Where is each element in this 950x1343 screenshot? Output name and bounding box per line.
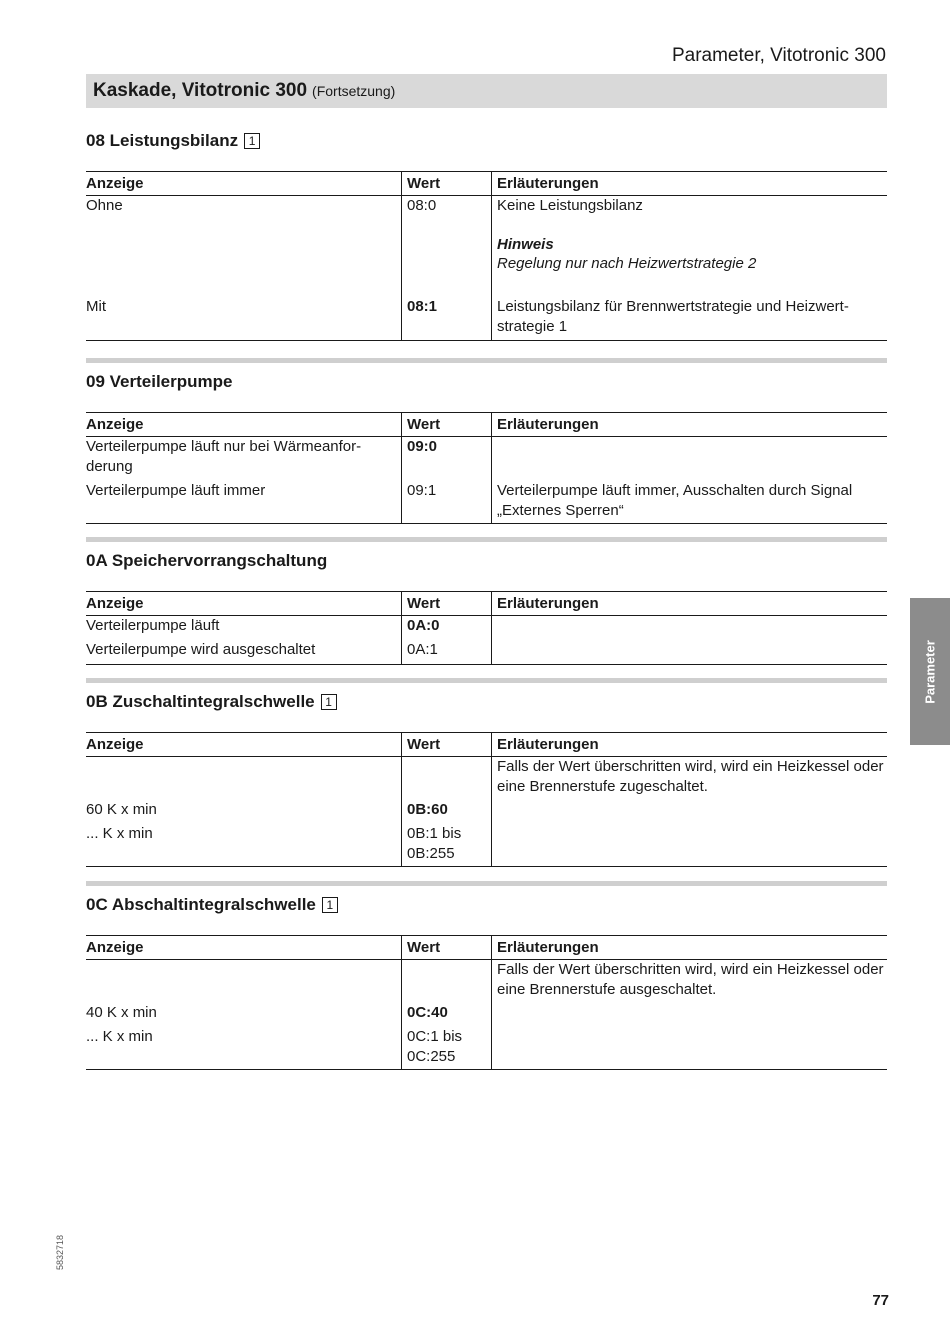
section-divider xyxy=(86,881,887,886)
cell-erl: Falls der Wert überschritten wird, wird ein Heizkessel oder eine Brennerstufe zugeschaltet. xyxy=(492,757,888,867)
section-title-text: 0B Zuschaltintegralschwelle xyxy=(86,692,315,711)
cell-anzeige: Ohne xyxy=(86,197,123,214)
wert-value: 0C:40 xyxy=(407,1004,448,1021)
table-header-row xyxy=(86,413,887,437)
side-tab-parameter xyxy=(910,598,950,745)
reference-box: 1 xyxy=(244,133,260,149)
table-row xyxy=(86,437,887,482)
cell-anzeige xyxy=(86,757,402,867)
cell-erl xyxy=(492,437,888,482)
section-09-verteilerpumpe xyxy=(86,358,887,524)
cell-anzeige xyxy=(86,960,402,1070)
reference-box: 1 xyxy=(321,694,337,710)
col-header-wert: Wert xyxy=(402,172,492,196)
col-header-erlaeuterungen: Erläuterungen xyxy=(492,936,888,960)
cell-wert: 09:1 xyxy=(402,481,492,524)
section-0c-abschaltintegralschwelle xyxy=(86,881,887,1070)
anzeige-value: 40 K x min xyxy=(86,1004,157,1021)
col-header-erlaeuterungen: Erläuterungen xyxy=(492,592,888,616)
section-title xyxy=(86,691,887,713)
col-header-anzeige: Anzeige xyxy=(86,592,402,616)
parameter-table xyxy=(86,732,887,867)
table-header-row xyxy=(86,172,887,196)
table-row xyxy=(86,616,887,641)
table-header-row xyxy=(86,592,887,616)
section-divider xyxy=(86,678,887,683)
table-row xyxy=(86,196,887,298)
col-header-erlaeuterungen: Erläuterungen xyxy=(492,733,888,757)
section-0a-speichervorrangschaltung xyxy=(86,537,887,665)
section-title-text: 09 Verteilerpumpe xyxy=(86,372,233,391)
wert-value: 0B:60 xyxy=(407,801,448,818)
side-tab-label: Parameter xyxy=(922,639,938,704)
table-row xyxy=(86,297,887,341)
col-header-wert: Wert xyxy=(402,936,492,960)
parameter-table xyxy=(86,591,887,665)
banner-subtitle: (Fortsetzung) xyxy=(312,83,396,99)
cell-wert xyxy=(402,960,492,1070)
cell-erl-text: Keine Leistungsbilanz xyxy=(497,197,643,214)
cell-wert: 0A:1 xyxy=(402,640,492,665)
col-header-wert: Wert xyxy=(402,592,492,616)
col-header-anzeige: Anzeige xyxy=(86,936,402,960)
section-divider xyxy=(86,358,887,363)
cell-wert: 09:0 xyxy=(402,437,492,482)
document-id: 5832718 xyxy=(55,1234,65,1270)
col-header-anzeige: Anzeige xyxy=(86,172,402,196)
col-header-anzeige: Anzeige xyxy=(86,733,402,757)
col-header-wert: Wert xyxy=(402,733,492,757)
col-header-erlaeuterungen: Erläuterungen xyxy=(492,413,888,437)
cell-erl: Verteilerpumpe läuft immer, Ausschalten durch Signal „Externes Sperren“ xyxy=(492,481,888,524)
cell-erl xyxy=(492,616,888,641)
section-title-text: 0A Speichervorrangschaltung xyxy=(86,551,328,570)
page-header-title: Parameter, Vitotronic 300 xyxy=(671,45,886,66)
page-number: 77 xyxy=(872,1292,889,1309)
parameter-table xyxy=(86,935,887,1070)
section-0b-zuschaltintegralschwelle xyxy=(86,678,887,867)
cell-erl xyxy=(492,196,888,298)
section-title-text: 08 Leistungsbilanz xyxy=(86,131,239,150)
section-divider xyxy=(86,537,887,542)
cell-erl: Leistungsbilanz für Brennwertstrategie und Heizwert-strategie 1 xyxy=(492,297,888,341)
section-title-text: 0C Abschaltintegralschwelle xyxy=(86,895,316,914)
section-title xyxy=(86,371,887,393)
anzeige-value: ... K x min xyxy=(86,825,153,842)
table-header-row xyxy=(86,936,887,960)
cell-wert xyxy=(402,757,492,867)
table-row xyxy=(86,960,887,1070)
chapter-banner xyxy=(86,74,887,108)
table-header-row xyxy=(86,733,887,757)
cell-wert: 08:0 xyxy=(402,196,492,298)
table-row xyxy=(86,481,887,524)
section-title xyxy=(86,130,887,152)
wert-value: 0B:1 bis 0B:255 xyxy=(407,825,462,862)
cell-anzeige: Verteilerpumpe läuft immer xyxy=(86,481,402,524)
section-08-leistungsbilanz xyxy=(86,130,887,341)
cell-anzeige: Verteilerpumpe läuft nur bei Wärmeanfor-derung xyxy=(86,438,362,475)
cell-erl xyxy=(492,640,888,665)
wert-value: 0C:1 bis 0C:255 xyxy=(407,1028,463,1065)
anzeige-value: 60 K x min xyxy=(86,801,157,818)
section-title xyxy=(86,550,887,572)
table-row xyxy=(86,757,887,867)
parameter-table xyxy=(86,171,887,341)
cell-anzeige: Verteilerpumpe läuft xyxy=(86,617,220,634)
cell-anzeige: Mit xyxy=(86,297,402,341)
cell-wert: 0A:0 xyxy=(402,616,492,641)
col-header-wert: Wert xyxy=(402,413,492,437)
section-title xyxy=(86,894,887,916)
note-text: Regelung nur nach Heizwertstrategie 2 xyxy=(497,255,757,272)
cell-erl: Falls der Wert überschritten wird, wird ein Heizkessel oder eine Brennerstufe ausgeschaltet. xyxy=(492,960,888,1070)
note-title: Hinweis xyxy=(497,235,554,253)
anzeige-value: ... K x min xyxy=(86,1028,153,1045)
banner-title: Kaskade, Vitotronic 300 xyxy=(93,80,308,101)
table-row xyxy=(86,640,887,665)
cell-anzeige: Verteilerpumpe wird ausgeschaltet xyxy=(86,640,402,665)
reference-box: 1 xyxy=(322,897,338,913)
col-header-anzeige: Anzeige xyxy=(86,413,402,437)
cell-wert: 08:1 xyxy=(402,297,492,341)
parameter-table xyxy=(86,412,887,524)
col-header-erlaeuterungen: Erläuterungen xyxy=(492,172,888,196)
